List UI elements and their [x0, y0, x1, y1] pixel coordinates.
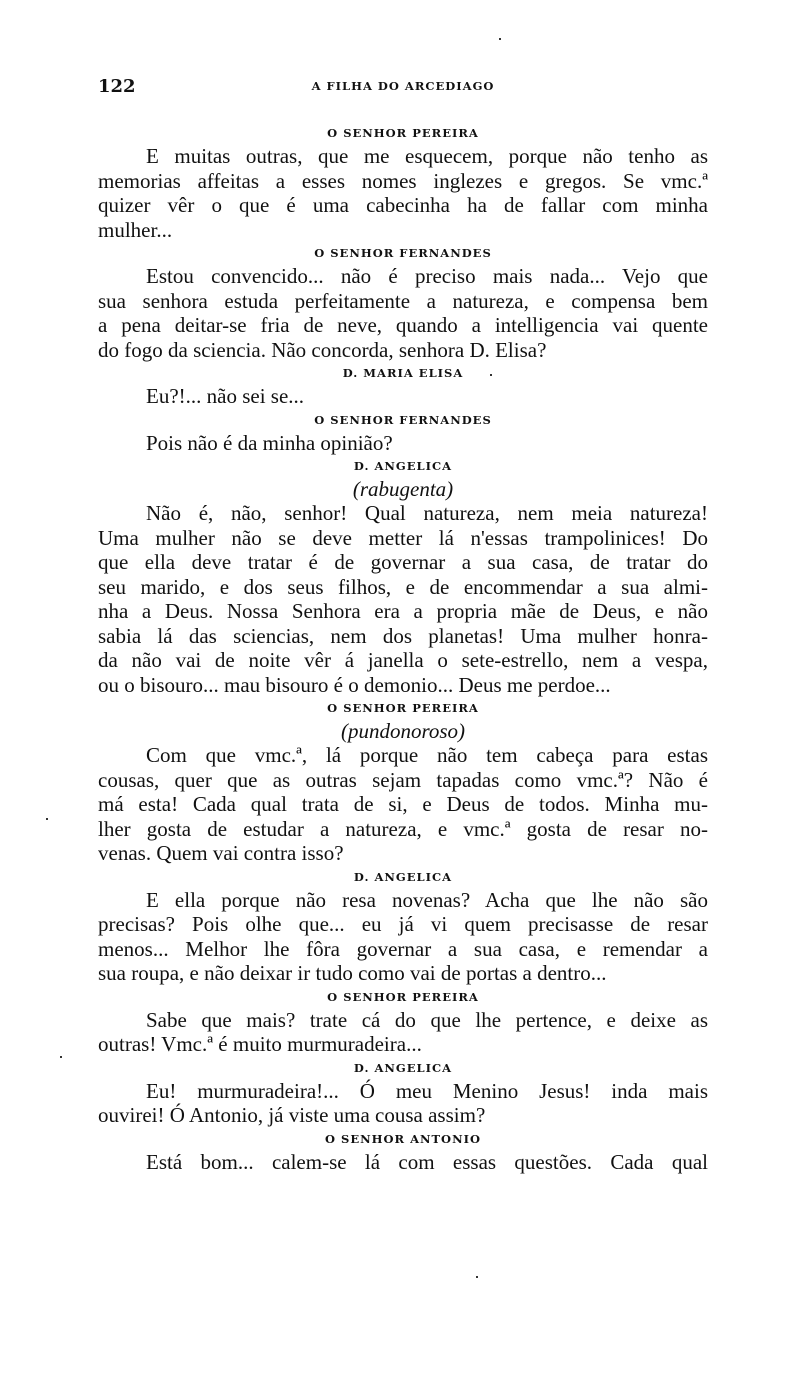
text-line: Está bom... calem-se lá com essas questões. Cada qual	[146, 1149, 708, 1174]
dialogue-block	[98, 866, 708, 986]
text-line: Sabe que mais? trate cá do que lhe pertence, e deixe as	[146, 1007, 708, 1032]
speaker-name: O SENHOR FERNANDES	[314, 246, 492, 260]
specks	[60, 1056, 62, 1058]
page-number: 122	[98, 76, 136, 97]
text-line: Não é, não, senhor! Qual natureza, nem meia natureza!	[146, 501, 708, 525]
text-line: Eu?!... não sei se...	[146, 384, 305, 408]
dialogue-block	[98, 1057, 708, 1128]
page-header	[98, 76, 708, 102]
speaker-name: O SENHOR FERNANDES	[314, 412, 492, 427]
dialogue-block	[98, 1128, 708, 1175]
text-line: precisas? Pois olhe que... eu já vi quem precisasse de resar	[98, 912, 708, 936]
text-line: a pena deitar-se fria de neve, quando a intelligencia vai quente	[98, 313, 708, 337]
text-line: Uma mulher não se deve metter lá n'essas trampolinices! Do	[98, 525, 708, 550]
text-line: menos... Melhor lhe fôra governar a sua casa, e remendar a	[98, 936, 708, 961]
text-line: Pois não é da minha opinião?	[146, 430, 393, 455]
dialogue-block	[98, 697, 708, 866]
text-line: sabia lá das sciencias, nem dos planetas! Uma mulher honra-	[98, 623, 708, 648]
dialogue-block	[98, 242, 708, 362]
speaker-name: D. ANGELICA	[353, 459, 453, 473]
text-line: sua senhora estuda perfeitamente a natureza, e compensa bem	[98, 288, 708, 313]
text-line: lher gosta de estudar a natureza, e vmc.ª gosta de resar no-	[98, 816, 708, 841]
text-line: que ella deve tratar é de governar a sua casa, de tratar do	[98, 550, 708, 574]
text-line: quizer vêr o que é uma cabecinha ha de fallar com minha	[98, 193, 708, 217]
running-title: A FILHA DO ARCEDIAGO	[311, 79, 495, 93]
stage-direction: (rabugenta)	[352, 477, 454, 501]
text-line: venas. Quem vai contra isso?	[98, 841, 344, 865]
text-line: cousas, quer que as outras sejam tapadas como vmc.ª? Não é	[98, 767, 708, 792]
speaker-name: O SENHOR ANTONIO	[325, 1131, 481, 1146]
text-line: do fogo da sciencia. Não concorda, senhora D. Elisa?	[98, 337, 547, 362]
text-line: E muitas outras, que me esquecem, porque não tenho as	[146, 144, 708, 168]
specks	[499, 38, 501, 40]
text-line: E ella porque não resa novenas? Acha que lhe não são	[146, 887, 708, 912]
text-line: nha a Deus. Nossa Senhora era a propria mãe de Deus, e não	[98, 599, 708, 623]
dialogue-block	[98, 455, 708, 697]
dialogue-block	[98, 409, 708, 456]
text-line: memorias affeitas a esses nomes inglezes e gregos. Se vmc.ª	[98, 168, 708, 193]
specks	[46, 818, 48, 820]
speaker-name: O SENHOR PEREIRA	[327, 701, 479, 715]
dialogue-block	[98, 362, 708, 409]
text-line: outras! Vmc.ª é muito murmuradeira...	[98, 1032, 422, 1056]
speaker-name: O SENHOR PEREIRA	[327, 989, 479, 1004]
text-line: seu marido, e dos seus filhos, e de encommendar a sua almi-	[98, 574, 708, 599]
stage-direction: (pundonoroso)	[340, 719, 466, 743]
specks	[490, 374, 492, 376]
text-line: da não vai de noite vêr á janella o sete-estrello, nem a vespa,	[98, 648, 708, 672]
speaker-name: D. MARIA ELISA	[342, 366, 464, 380]
text-line: Estou convencido... não é preciso mais nada... Vejo que	[146, 264, 708, 288]
text-line: sua roupa, e não deixar ir tudo como vai de portas a dentro...	[98, 961, 607, 985]
text-line: má esta! Cada qual trata de si, e Deus de todos. Minha mu-	[98, 792, 708, 816]
text-line: mulher...	[98, 217, 173, 242]
specks	[476, 1276, 478, 1278]
text-line: Eu! murmuradeira!... Ó meu Menino Jesus! inda mais	[146, 1078, 708, 1103]
speaker-name: D. ANGELICA	[353, 1060, 453, 1075]
text-line: ouvirei! Ó Antonio, já viste uma cousa assim?	[98, 1103, 486, 1127]
text-line: ou o bisouro... mau bisouro é o demonio... Deus me perdoe...	[98, 672, 611, 697]
dialogue-block	[98, 986, 708, 1057]
dialogue-block	[98, 122, 708, 242]
speaker-name: D. ANGELICA	[353, 869, 453, 884]
speaker-name: O SENHOR PEREIRA	[327, 126, 479, 140]
dialogue-text	[98, 122, 708, 1174]
text-line: Com que vmc.ª, lá porque não tem cabeça para estas	[146, 743, 708, 767]
